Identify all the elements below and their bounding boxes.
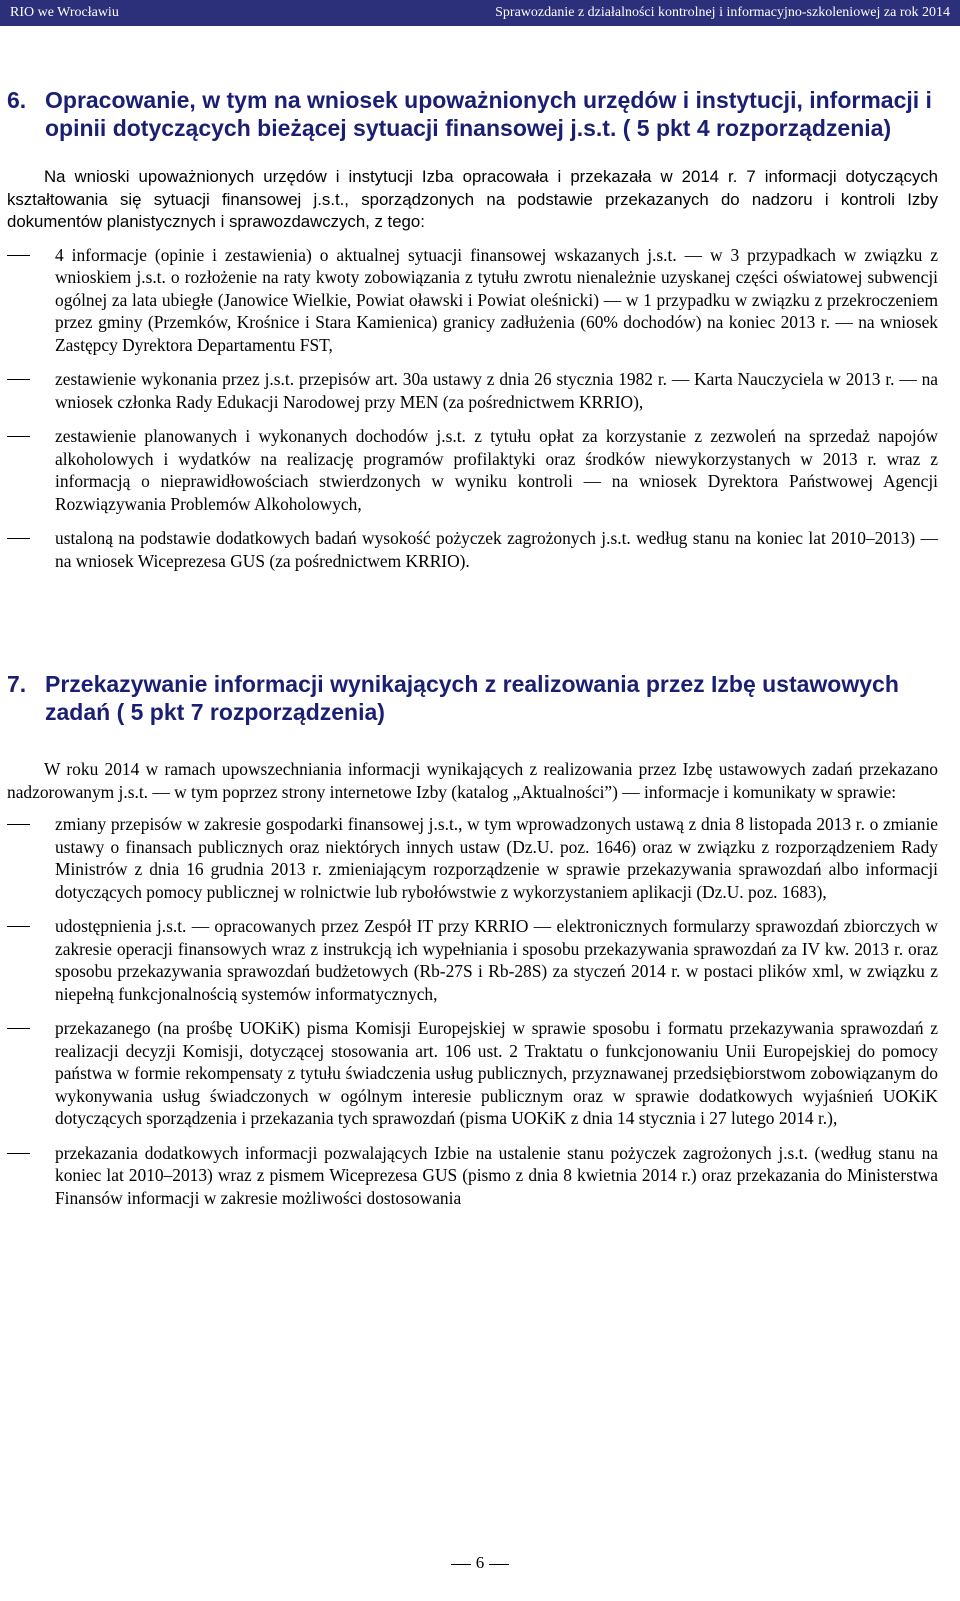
page-footer bbox=[0, 1553, 960, 1573]
document-body bbox=[7, 86, 938, 1209]
page-number: 6 bbox=[475, 1553, 485, 1572]
section-6-intro: Na wnioski upoważnionych urzędów i instytucji Izba opracowała i przekazała w 2014 r. 7 informacji dotyczących kształtowania się sytuacji finansowej j.s.t., sporządzonych na podstawie przekazanych do nadzoru i kontroli Izby dokumentów planistycznych i sprawozdawczych, z tego: bbox=[7, 167, 938, 231]
list-item-text: przekazanego (na prośbę UOKiK) pisma Komisji Europejskiej w sprawie sposobu i formatu przekazywania sprawozdań z realizacji decyzji Komisji, dotyczącej stosowania art. 106 ust. 2 Traktatu o funkcjonowaniu Unii Europejskiej do pomocy państwa w formie rekompensaty z tytułu świadczenia usług publicznych, przyznawanej przedsiębiorstwom zobowiązanym do wykonywania usług świadczonych w ogólnym interesie publicznym oraz w sprawie dodatkowych wyjaśnień UOKiK dotyczących sporządzenia i przekazania tych sprawozdań (pisma UOKiK z dnia 14 stycznia i 27 lutego 2014 r.), bbox=[55, 1018, 938, 1128]
list-item bbox=[7, 527, 938, 572]
dash-marker bbox=[7, 824, 30, 825]
list-item-text: zestawienie wykonania przez j.s.t. przepisów art. 30a ustawy z dnia 26 stycznia 1982 r. — Karta Nauczyciela w 2013 r. — na wniosek członka Rady Edukacji Narodowej przy MEN (za pośrednictwem KRRIO), bbox=[55, 369, 938, 412]
dash-marker bbox=[7, 436, 30, 437]
section-7-list bbox=[7, 813, 938, 1209]
list-item-text: 4 informacje (opinie i zestawienia) o aktualnej sytuacji finansowej wskazanych j.s.t. — w 3 przypadkach w związku z wnioskiem j.s.t. o rozłożenie na raty kwoty zobowiązania z tytułu zwrotu nienależnie uzyskanej części oświatowej subwencji ogólnej za lata ubiegłe (Janowice Wielkie, Powiat oławski i Powiat oleśnicki) — w 1 przypadku w związku z przekroczeniem przez gminy (Przemków, Krośnice i Stara Kamienica) granicy zadłużenia (60% dochodów) na koniec 2013 r. — na wniosek Zastępcy Dyrektora Departamentu FST, bbox=[55, 244, 938, 355]
list-item-text: przekazania dodatkowych informacji pozwalających Izbie na ustalenie stanu pożyczek zagrożonych j.s.t. (według stanu na koniec lat 2010–2013) wraz z pismem Wiceprezesa GUS (pismo z dnia 8 kwietnia 2014 r.) oraz przekazania do Ministerstwa Finansów informacji w zakresie możliwości dostosowania bbox=[55, 1142, 938, 1208]
list-item-text: zestawienie planowanych i wykonanych dochodów j.s.t. z tytułu opłat za korzystanie z zezwoleń na sprzedaż napojów alkoholowych i wydatków na realizację programów profilaktyki oraz środków niewykorzystanych w 2013 r. wraz z informacją o nieprawidłowościach stwierdzonych w wyniku kontroli — na wniosek Dyrektora Państwowej Agencji Rozwiązywania Problemów Alkoholowych, bbox=[55, 426, 938, 514]
section-6-list bbox=[7, 244, 938, 573]
list-item bbox=[7, 1017, 938, 1130]
dash-marker bbox=[7, 379, 30, 380]
section-6-title: Opracowanie, w tym na wniosek upoważnionych urzędów i instytucji, informacji i opinii dotyczących bieżącej sytuacji finansowej j.s.t. ( 5 pkt 4 rozporządzenia) bbox=[45, 87, 932, 141]
dash-marker bbox=[7, 926, 30, 927]
header-right: Sprawozdanie z działalności kontrolnej i informacyjno-szkoleniowej za rok 2014 bbox=[495, 5, 950, 20]
list-item bbox=[7, 368, 938, 413]
list-item-text: udostępnienia j.s.t. — opracowanych przez Zespół IT przy KRRIO — elektronicznych formularzy sprawozdań zbiorczych w zakresie operacji finansowych wraz z instrukcją ich wypełniania i sposobu przekazywania sprawozdań za IV kw. 2013 r. oraz sposobu przekazywania sprawozdań budżetowych (Rb-27S i Rb-28S) za styczeń 2014 r. w postaci plików xml, w związku z niepełną funkcjonalnością systemów informatycznych, bbox=[55, 916, 938, 1004]
section-6-number: 6. bbox=[7, 87, 27, 113]
list-item bbox=[7, 813, 938, 903]
section-6-heading bbox=[7, 86, 938, 142]
list-item bbox=[7, 1142, 938, 1210]
list-item-text: ustaloną na podstawie dodatkowych badań wysokość pożyczek zagrożonych j.s.t. według stanu na koniec lat 2010–2013) — na wniosek Wiceprezesa GUS (za pośrednictwem KRRIO). bbox=[55, 528, 938, 571]
dash-marker bbox=[7, 1153, 30, 1154]
list-item bbox=[7, 425, 938, 515]
list-item bbox=[7, 244, 938, 357]
dash-marker bbox=[7, 1028, 30, 1029]
header-left: RIO we Wrocławiu bbox=[10, 5, 119, 20]
dash-marker bbox=[7, 538, 30, 539]
list-item bbox=[7, 915, 938, 1005]
section-7-heading bbox=[7, 670, 938, 726]
section-7-number: 7. bbox=[7, 671, 27, 697]
section-7-title: Przekazywanie informacji wynikających z realizowania przez Izbę ustawowych zadań ( 5 pkt 7 rozporządzenia) bbox=[45, 671, 899, 725]
dash-marker bbox=[7, 255, 30, 256]
list-item-text: zmiany przepisów w zakresie gospodarki finansowej j.s.t., w tym wprowadzonych ustawą z dnia 8 listopada 2013 r. o zmianie ustawy o finansach publicznych oraz niektórych innych ustaw (Dz.U. poz. 1646) oraz w związku z rozporządzeniem Rady Ministrów z dnia 16 grudnia 2013 r. zmieniającym rozporządzenie w sprawie przekazywania sprawozdań albo informacji dotyczących pomocy publicznej w rolnictwie lub rybołówstwie z wykorzystaniem aplikacji (Dz.U. poz. 1683), bbox=[55, 814, 938, 902]
page-header bbox=[0, 0, 960, 26]
footer-dash-left bbox=[451, 1564, 471, 1565]
footer-dash-right bbox=[489, 1564, 509, 1565]
section-7-intro: W roku 2014 w ramach upowszechniania informacji wynikających z realizowania przez Izbę ustawowych zadań przekazano nadzorowanym j.s.t. — w tym poprzez strony internetowe Izby (katalog „Aktualności”) — informacje i komunikaty w sprawie: bbox=[7, 759, 938, 802]
